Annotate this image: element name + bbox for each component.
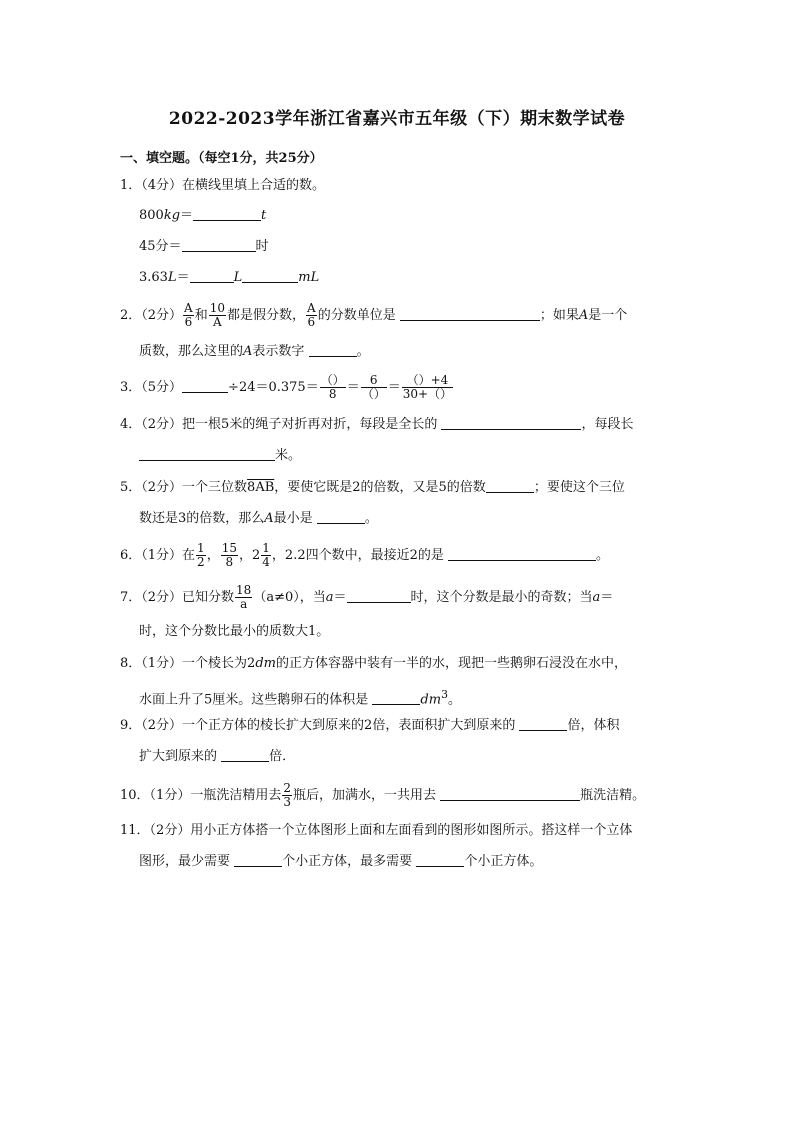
q8-line-1: 8．（1分）一个棱长为2dm的正方体容器中装有一半的水，现把一些鹅卵石浸没在水中， bbox=[120, 656, 627, 671]
q4-line-1: 4．（2分）把一根5米的绳子对折再对折，每段是全长的 ，每段长 bbox=[120, 417, 634, 432]
q5-blank-2[interactable] bbox=[317, 509, 365, 524]
fraction: $\frac{()}{8}$ bbox=[320, 373, 345, 401]
q1c-blank-1[interactable] bbox=[190, 268, 234, 283]
q1b-blank[interactable] bbox=[182, 237, 256, 252]
q9-line-1: 9．（2分）一个正方体的棱长扩大到原来的2倍，表面积扩大到原来的 倍，体积 bbox=[120, 718, 620, 733]
q11-blank-2[interactable] bbox=[416, 852, 464, 867]
q11-line-1: 11．（2分）用小正方体搭一个立体图形上面和左面看到的图形如图所示。搭这样一个立体 bbox=[120, 823, 633, 838]
q9-blank-2[interactable] bbox=[221, 747, 269, 762]
fraction: $\frac{15}{8}$ bbox=[221, 541, 237, 569]
q8-line-2: 水面上升了5厘米。这些鹅卵石的体积是 $dm^3$。 bbox=[139, 688, 461, 708]
q2-blank-2[interactable] bbox=[309, 342, 357, 357]
q1-part-c: 3.63L＝ L mL bbox=[139, 270, 320, 285]
q8-blank[interactable] bbox=[372, 690, 420, 705]
q2-blank-1[interactable] bbox=[400, 306, 540, 321]
q7-line-2: 时，这个分数比最小的质数大1。 bbox=[139, 624, 330, 639]
q3-line: 3．（5分） ÷24＝0.375＝ $\frac{()}{8}$ ＝ $\frac{6}{()}$ ＝ $\frac{()+4}{30+()}$ bbox=[120, 373, 453, 401]
q4-blank-1[interactable] bbox=[441, 415, 581, 430]
q10-blank[interactable] bbox=[440, 786, 580, 801]
fraction: $\frac{6}{()}$ bbox=[361, 373, 386, 401]
q6-line: 6．（1分）在 $\frac{1}{2}$ ， $\frac{15}{8}$ ，2 $\frac{1}{4}$ ，2.2四个数中，最接近2的是 。 bbox=[120, 541, 610, 569]
fraction: $\frac{18}{a}$ bbox=[236, 583, 252, 611]
fraction: $\frac{()+4}{30+()}$ bbox=[402, 373, 453, 401]
q2-line-2: 质数，那么这里的A表示数字 。 bbox=[139, 344, 370, 359]
q7-line-1: 7．（2分）已知分数 $\frac{18}{a}$ （a≠0），当a＝ 时，这个分数是最小的奇数；当a＝ bbox=[120, 583, 614, 611]
section-heading: 一、填空题。（每空1分，共25分） bbox=[120, 151, 323, 166]
fraction: $\frac{2}{3}$ bbox=[283, 781, 291, 809]
q1a-blank[interactable] bbox=[193, 206, 261, 221]
q9-blank-1[interactable] bbox=[519, 716, 567, 731]
q4-blank-2[interactable] bbox=[139, 446, 275, 461]
q2-line-1: 2．（2分） $\frac{A}{6}$ 和 $\frac{10}{A}$ 都是假分数， $\frac{A}{6}$ 的分数单位是 ；如果A是一个 bbox=[120, 301, 628, 329]
fraction: $\frac{A}{6}$ bbox=[307, 301, 316, 329]
fraction: $\frac{A}{6}$ bbox=[184, 301, 193, 329]
q1-part-a: 800kg＝ t bbox=[139, 208, 267, 223]
three-digit-number: 8AB bbox=[247, 480, 275, 495]
exam-title: 2022-2023学年浙江省嘉兴市五年级（下）期末数学试卷 bbox=[168, 109, 626, 129]
q6-blank[interactable] bbox=[448, 546, 596, 561]
q1c-blank-2[interactable] bbox=[242, 268, 298, 283]
q11-blank-1[interactable] bbox=[234, 852, 282, 867]
q5-line-2: 数还是3的倍数，那么A最小是 。 bbox=[139, 511, 378, 526]
q10-line: 10．（1分）一瓶洗洁精用去 $\frac{2}{3}$ 瓶后，加满水，一共用去 瓶洗洁精。 bbox=[120, 781, 646, 809]
q1-stem: 1．（4分）在横线里填上合适的数。 bbox=[120, 178, 326, 193]
q5-line-1: 5．（2分）一个三位数8AB，要使它既是2的倍数，又是5的倍数 ；要使这个三位 bbox=[120, 480, 625, 495]
q5-blank-1[interactable] bbox=[486, 478, 534, 493]
fraction: $\frac{10}{A}$ bbox=[209, 301, 226, 329]
q11-line-2: 图形，最少需要 个小正方体，最多需要 个小正方体。 bbox=[139, 854, 543, 869]
q3-blank[interactable] bbox=[182, 378, 228, 393]
q1-part-b: 45分＝ 时 bbox=[139, 239, 269, 254]
q4-line-2: 米。 bbox=[139, 446, 301, 466]
fraction: $\frac{1}{4}$ bbox=[262, 541, 270, 569]
fraction: $\frac{1}{2}$ bbox=[197, 541, 205, 569]
q7-blank[interactable] bbox=[347, 588, 411, 603]
q9-line-2: 扩大到原来的 倍． bbox=[139, 749, 296, 764]
